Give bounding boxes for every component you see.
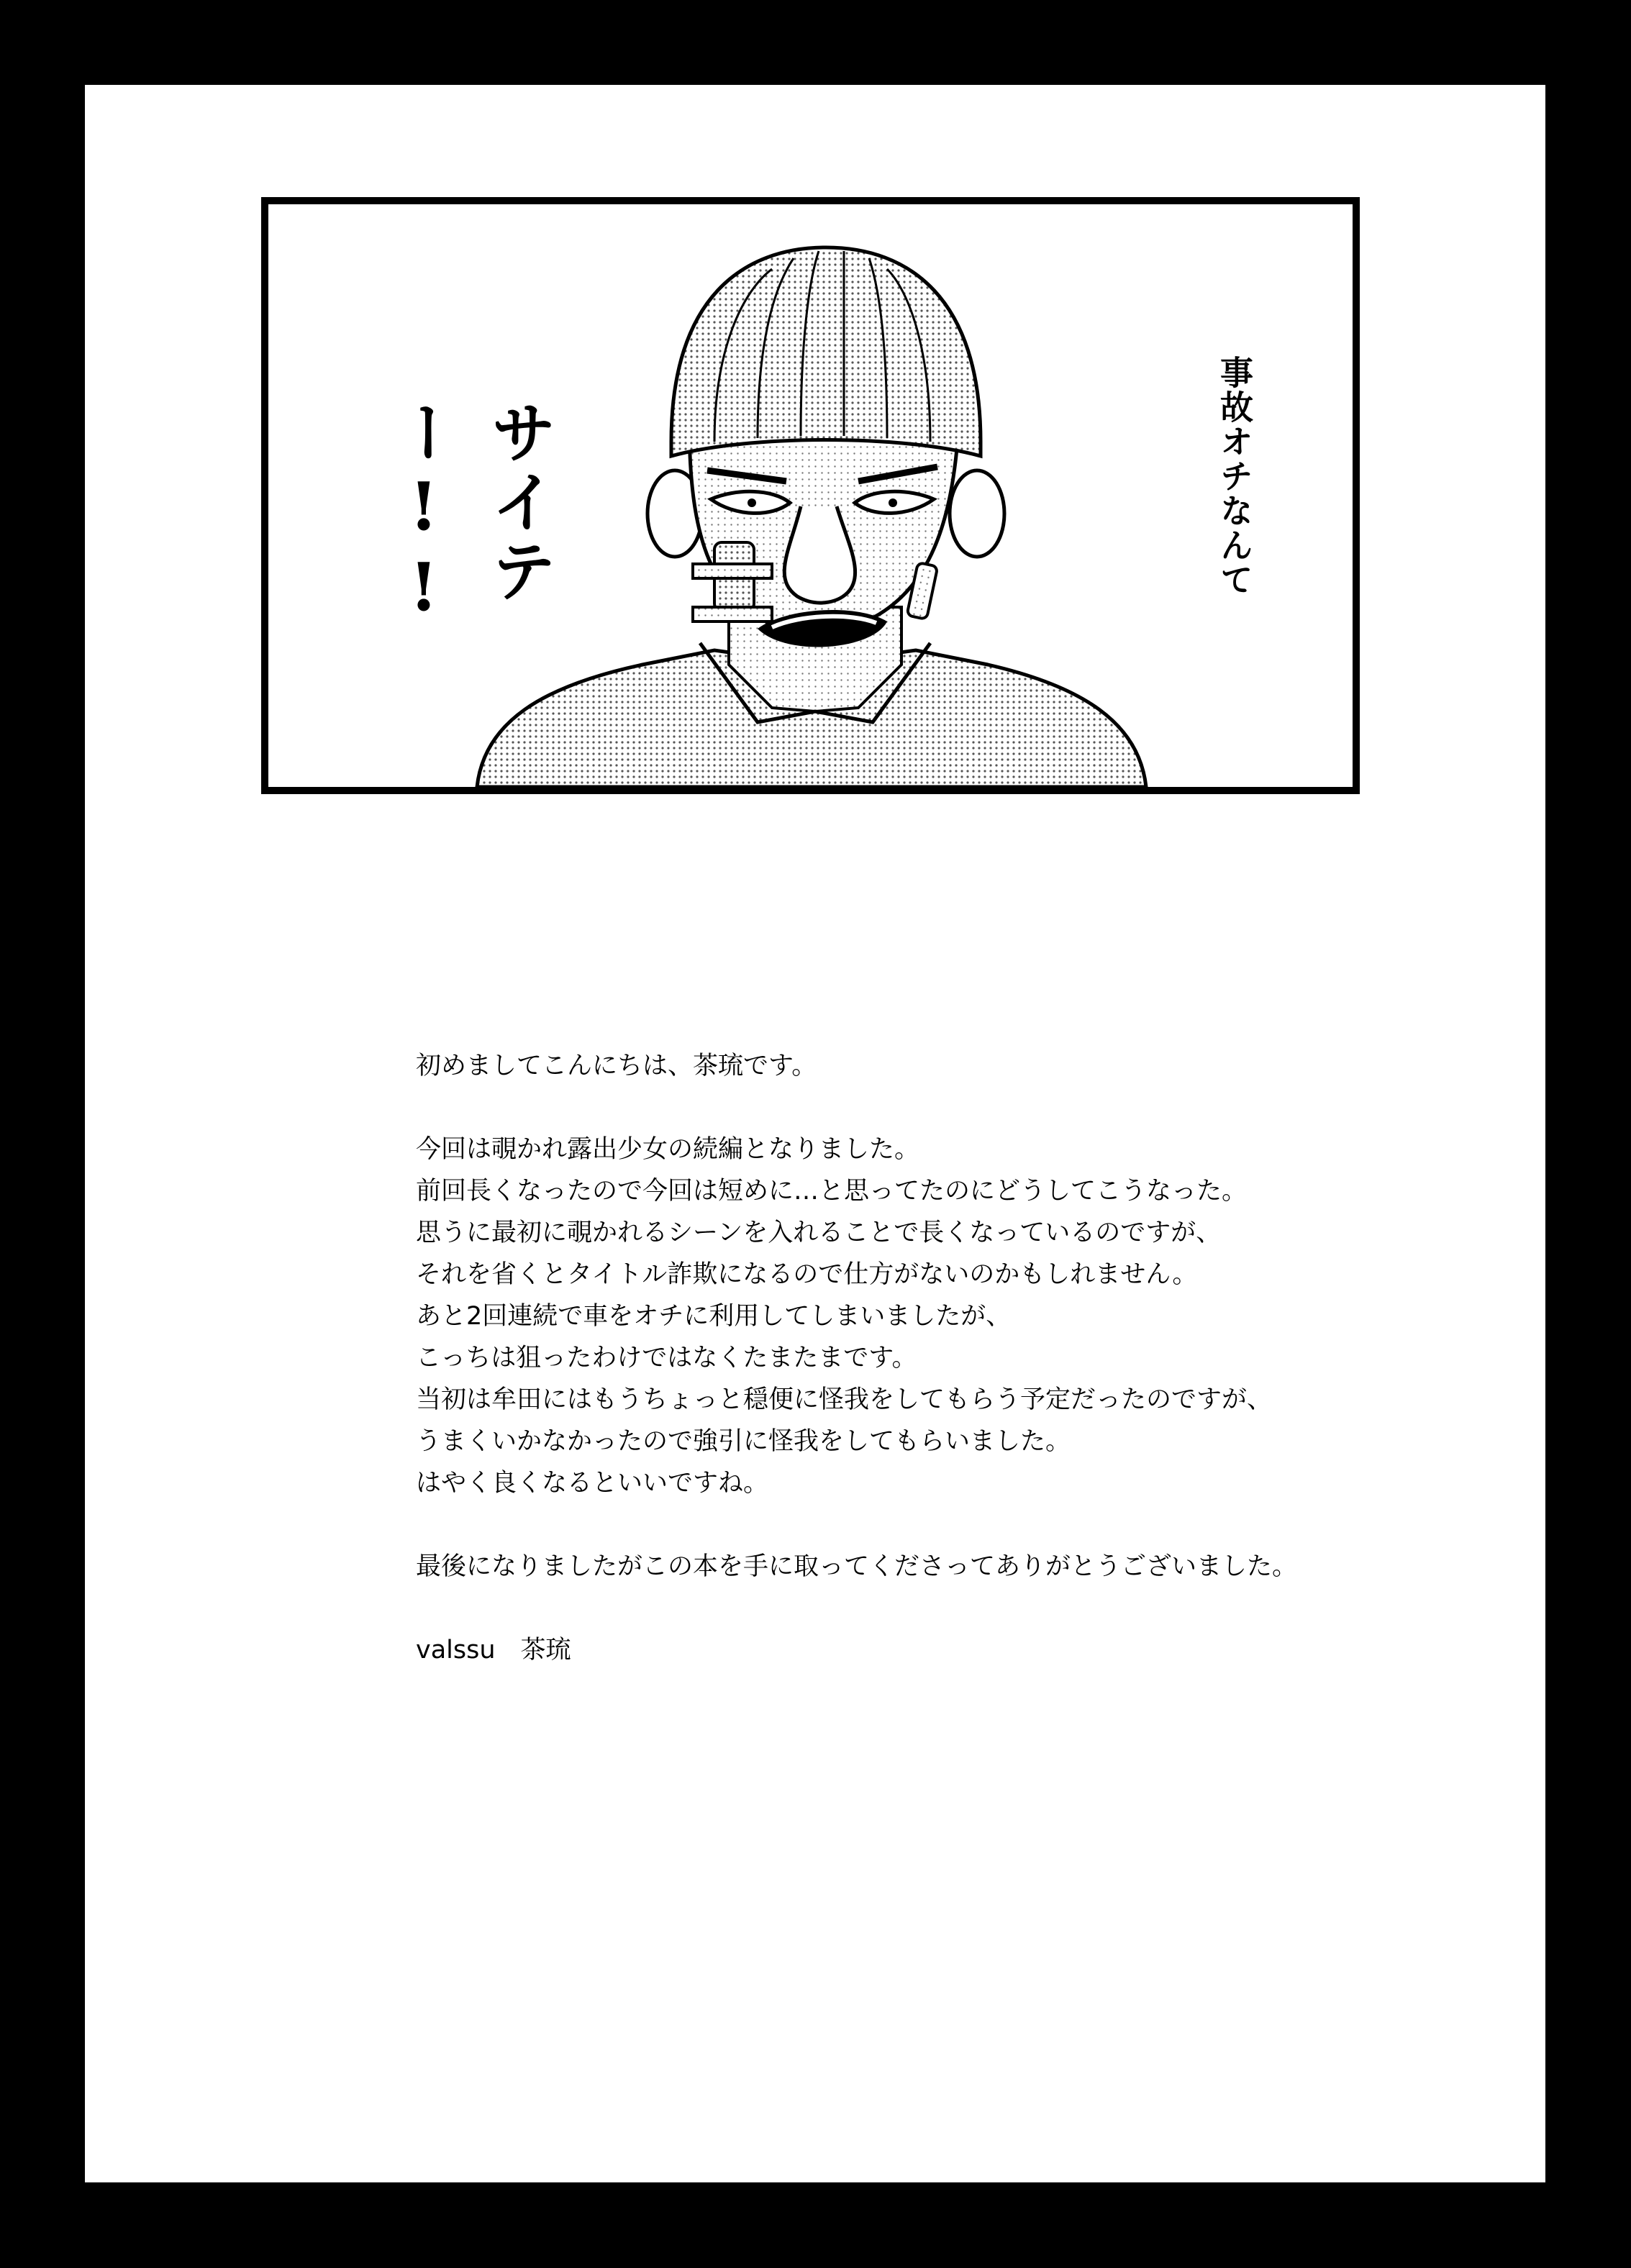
- afterword-line: こっちは狙ったわけではなくたまたまです。: [416, 1344, 917, 1372]
- afterword-line: はやく良くなるといいですね。: [416, 1469, 769, 1498]
- afterword-line: 思うに最初に覗かれるシーンを入れることで長くなっているのですが、: [416, 1219, 1222, 1247]
- afterword-signature: valssu 茶琉: [416, 1636, 571, 1664]
- comic-panel: [261, 197, 1360, 794]
- speech-text-small: 事故オチなんて: [1215, 355, 1254, 597]
- afterword-line: あと2回連続で車をオチに利用してしまいましたが、: [416, 1302, 1012, 1331]
- afterword-text: [416, 1045, 1423, 1671]
- afterword-line: うまくいかなかったので強引に怪我をしてもらいました。: [416, 1427, 1071, 1456]
- afterword-line: それを省くとタイトル詐欺になるので仕方がないのかもしれません。: [416, 1260, 1198, 1289]
- speech-text-big: サイテー!!: [385, 399, 558, 629]
- afterword-closing: 最後になりましたがこの本を手に取ってくださってありがとうございました。: [416, 1552, 1298, 1581]
- afterword-line: 今回は覗かれ露出少女の続編となりました。: [416, 1135, 920, 1164]
- afterword-line: 前回長くなったので今回は短めに…と思ってたのにどうしてこうなった。: [416, 1177, 1248, 1206]
- afterword-line: 当初は牟田にはもうちょっと穏便に怪我をしてもらう予定だったのですが、: [416, 1385, 1273, 1414]
- afterword-greeting: 初めましてこんにちは、茶琉です。: [416, 1052, 817, 1080]
- page: [85, 85, 1584, 2182]
- page-number: 93: [1558, 2067, 1591, 2097]
